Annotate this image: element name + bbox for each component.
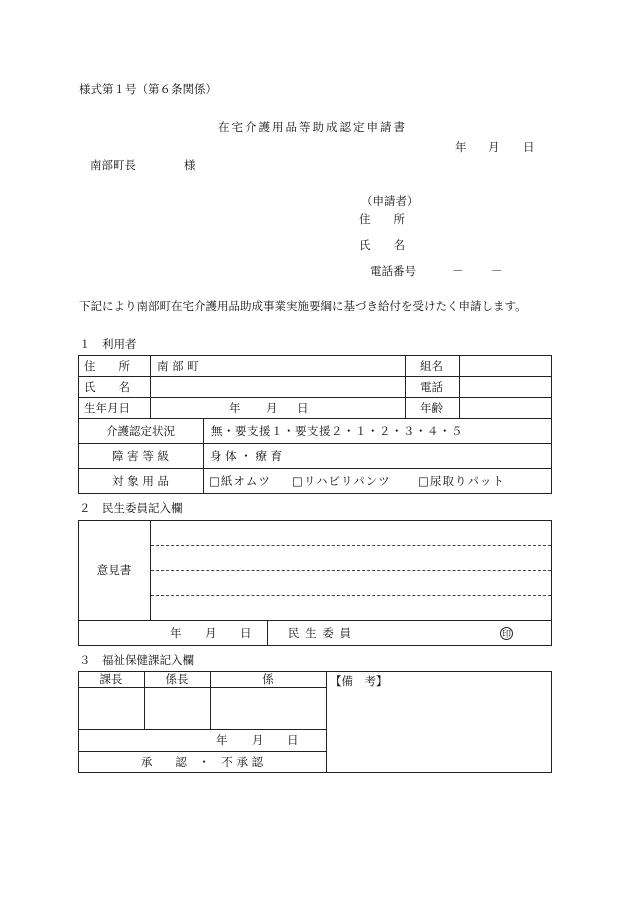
target-items-label: 対 象 用 品 <box>112 474 169 488</box>
birth-date-label: 生年月日 <box>84 400 130 415</box>
opinion-day: 日 <box>240 626 252 640</box>
date-day: 日 <box>523 140 535 154</box>
col-staff: 係 <box>262 672 274 686</box>
birth-month: 月 <box>266 400 278 415</box>
date-year: 年 <box>455 140 467 154</box>
phone-separator: － <box>491 264 503 278</box>
office-year: 年 <box>216 733 228 747</box>
item-diapers[interactable]: □紙オムツ <box>209 474 271 488</box>
item-urine-pads[interactable]: □尿取りパット <box>418 474 505 488</box>
birth-year: 年 <box>229 400 241 415</box>
remarks-label: 【備 考】 <box>330 674 388 688</box>
section2-heading: ２ 民生委員記入欄 <box>79 501 183 515</box>
applicant-phone-label: 電話番号 <box>370 264 416 278</box>
age-label: 年齢 <box>420 400 443 415</box>
seal-mark: 印 <box>500 627 513 640</box>
commissioner-label: 民 生 委 員 <box>288 626 352 640</box>
item-rehab-pants[interactable]: □リハビリパンツ <box>292 474 391 488</box>
office-month: 月 <box>252 733 264 747</box>
user-address-value: 南 部 町 <box>157 358 199 373</box>
section1-heading: １ 利用者 <box>79 337 137 351</box>
col-section-chief: 課長 <box>99 672 123 686</box>
user-name-label: 氏 名 <box>84 379 130 394</box>
addressee-suffix: 様 <box>184 158 196 172</box>
user-phone-label: 電話 <box>420 379 443 394</box>
opinion-label: 意見書 <box>96 563 132 577</box>
group-label: 組名 <box>420 358 443 373</box>
applicant-heading: （申請者） <box>361 194 419 208</box>
user-address-label: 住 所 <box>84 358 130 373</box>
birth-day: 日 <box>297 400 309 415</box>
addressee-name: 南部町長 <box>90 158 136 172</box>
office-day: 日 <box>287 733 299 747</box>
applicant-address-label: 住 所 <box>359 212 405 226</box>
form-number: 様式第１号（第６条関係） <box>79 82 217 96</box>
section3-heading: ３ 福祉保健課記入欄 <box>79 653 194 667</box>
col-subsection-chief: 係長 <box>165 672 189 686</box>
form-title: 在宅介護用品等助成認定申請書 <box>218 120 407 134</box>
approval-status[interactable]: 承 認 ・ 不 承 認 <box>140 755 264 769</box>
disability-value: 身 体 ・ 療 育 <box>210 448 283 463</box>
applicant-name-label: 氏 名 <box>359 238 405 252</box>
care-level-value: 無・要支援１・要支援２・１・２・３・４・５ <box>211 423 463 438</box>
intro-text: 下記により南部町在宅介護用品助成事業実施要綱に基づき給付を受けたく申請します。 <box>79 299 527 313</box>
date-month: 月 <box>488 140 500 154</box>
care-level-label: 介護認定状況 <box>106 423 175 438</box>
phone-separator: － <box>452 264 464 278</box>
opinion-month: 月 <box>205 626 217 640</box>
disability-label: 障 害 等 級 <box>112 448 169 463</box>
opinion-year: 年 <box>170 626 182 640</box>
